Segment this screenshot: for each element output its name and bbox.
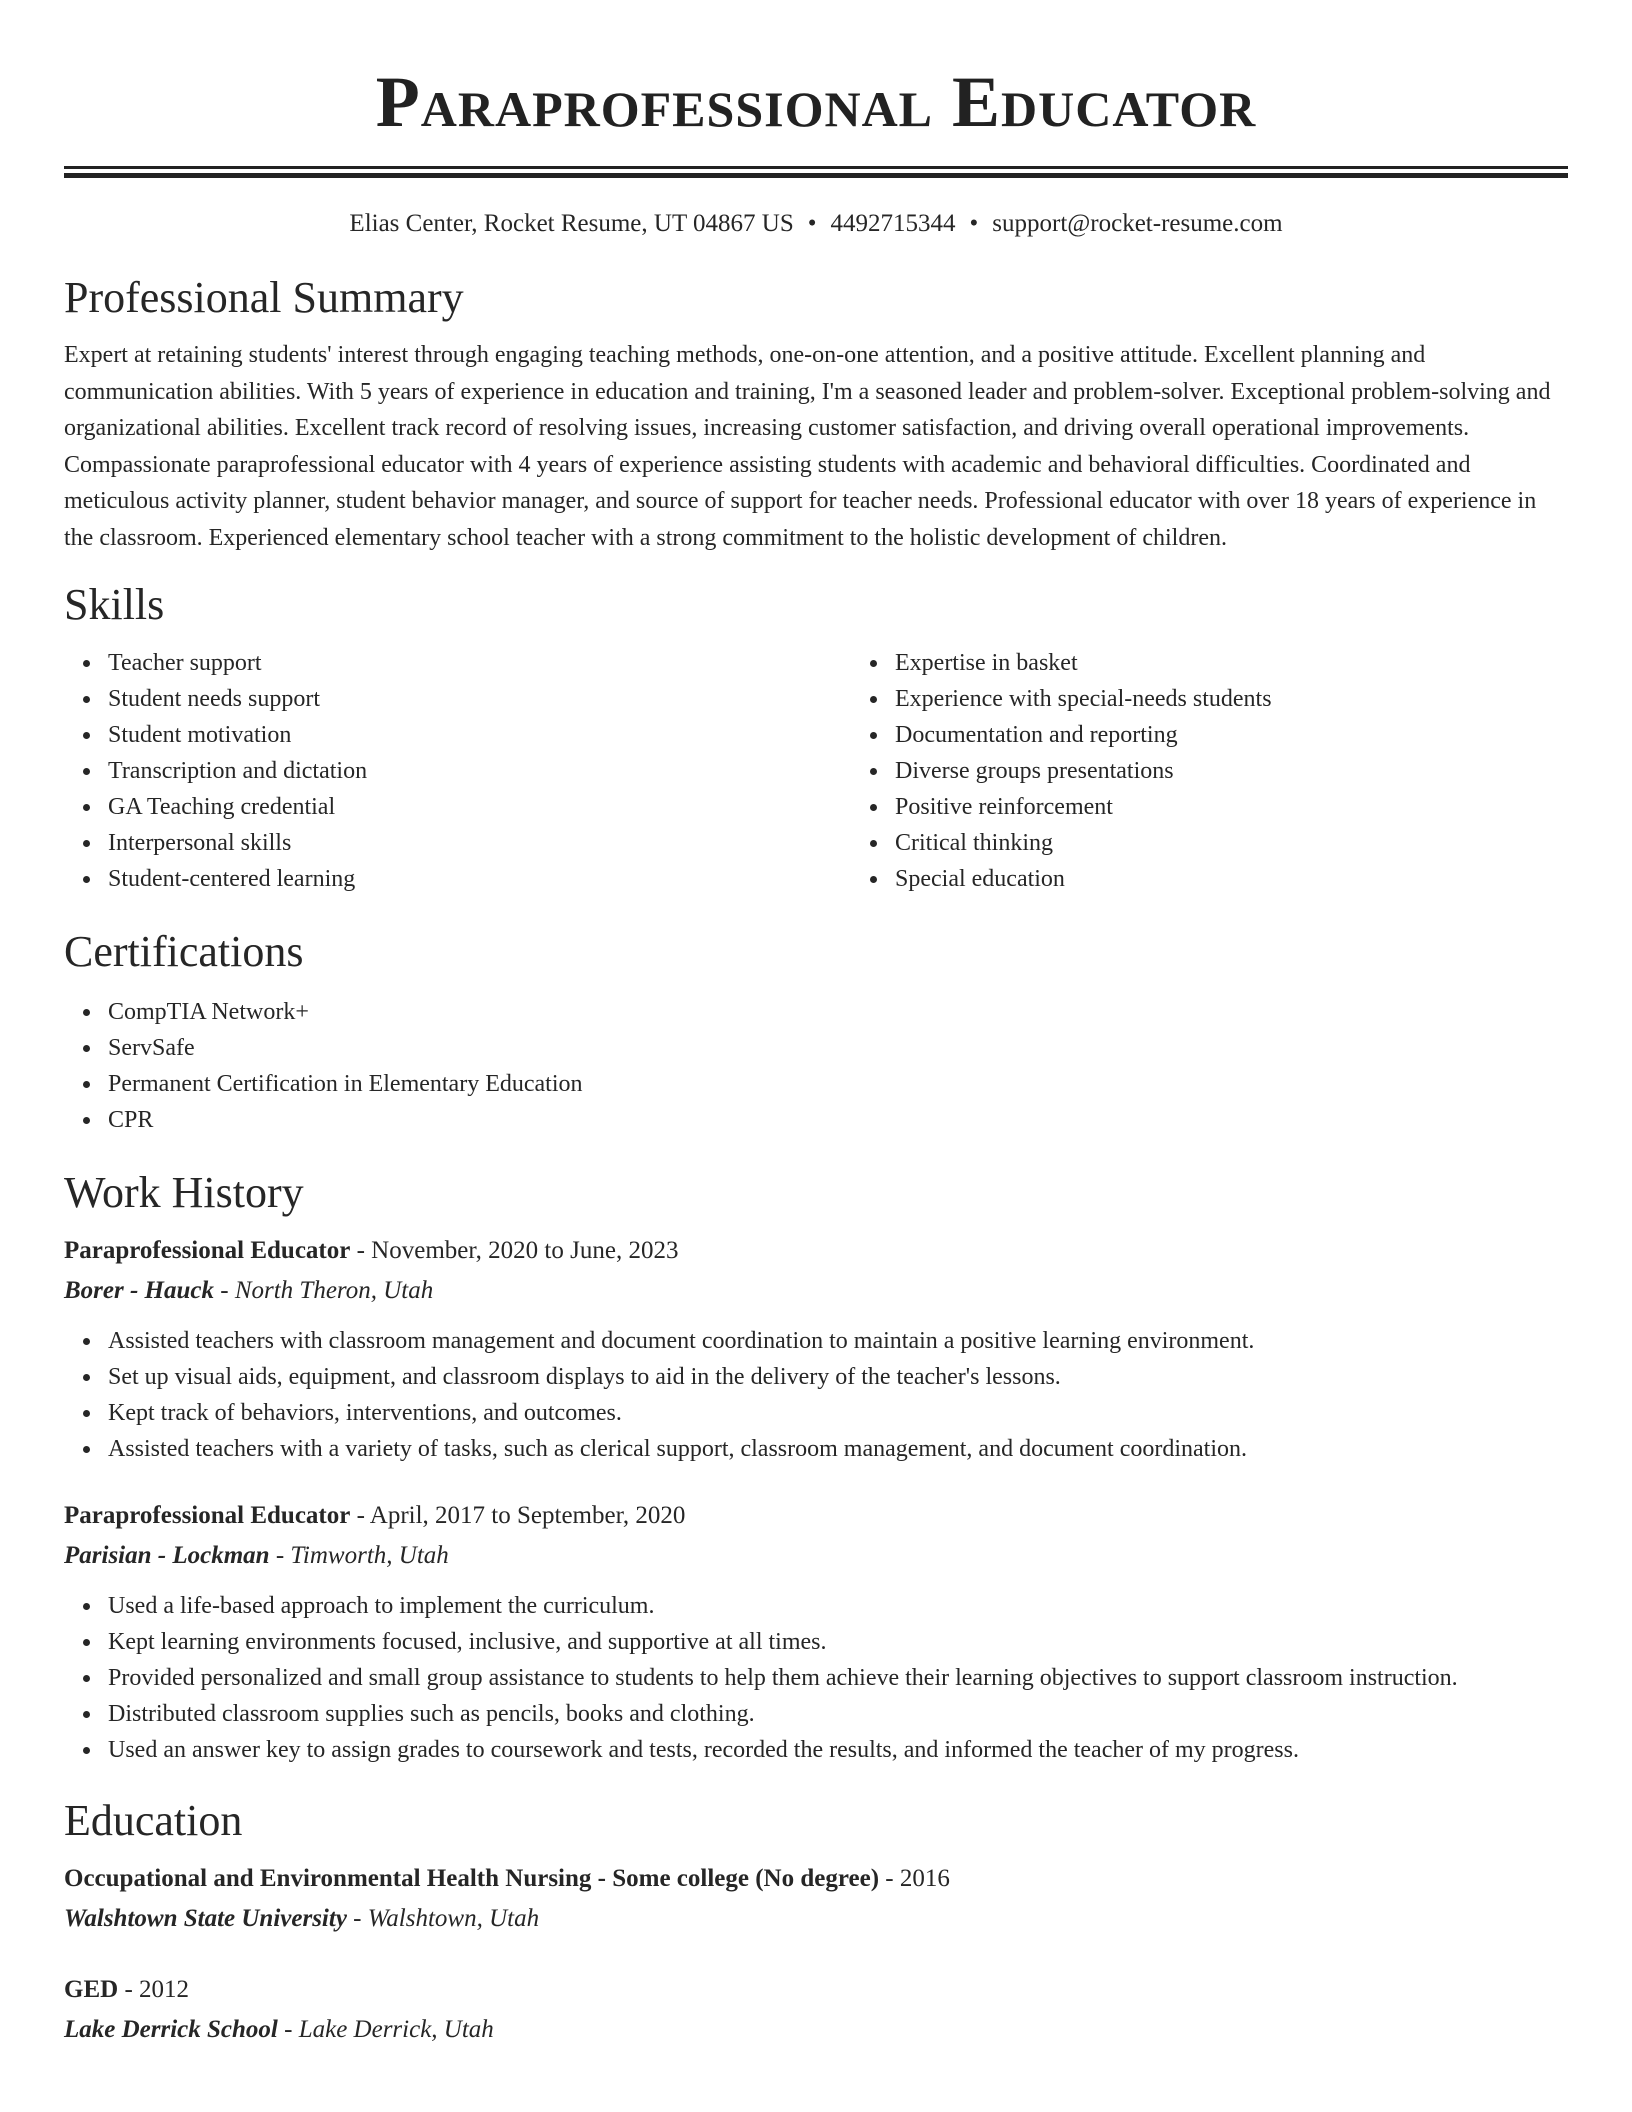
job-company: Parisian - Lockman: [64, 1542, 270, 1569]
skill-item: Transcription and dictation: [108, 753, 851, 789]
skill-item: Student motivation: [108, 717, 851, 753]
certifications-list: [64, 994, 1568, 1138]
job-title: Paraprofessional Educator: [64, 1502, 351, 1529]
job-dates: - April, 2017 to September, 2020: [350, 1502, 686, 1529]
job-company: Borer - Hauck: [64, 1277, 214, 1304]
education-heading: Education: [64, 1796, 243, 1845]
certifications-heading: Certifications: [64, 927, 304, 976]
skills-list-right: [851, 645, 1632, 897]
skill-item: Documentation and reporting: [895, 717, 1632, 753]
title-divider: [64, 166, 1568, 178]
contact-separator: •: [969, 210, 979, 237]
job-title: Paraprofessional Educator: [64, 1237, 351, 1264]
job-duty: Distributed classroom supplies such as pencils, books and clothing.: [108, 1696, 1568, 1732]
skill-item: Special education: [895, 861, 1632, 897]
skill-item: Teacher support: [108, 645, 851, 681]
skills-heading: Skills: [64, 580, 165, 629]
job-location: - North Theron, Utah: [214, 1277, 434, 1304]
education-location: - Lake Derrick, Utah: [277, 2016, 494, 2043]
contact-email: support@rocket-resume.com: [992, 210, 1283, 237]
education-degree: Occupational and Environmental Health Nursing - Some college (No degree): [64, 1865, 880, 1892]
certification-item: CPR: [108, 1102, 1568, 1138]
skill-item: Critical thinking: [895, 825, 1632, 861]
education-year: - 2012: [118, 1976, 190, 2003]
education-degree-line: [64, 1859, 1568, 1899]
job-duty: Kept track of behaviors, interventions, and outcomes.: [108, 1395, 1568, 1431]
skill-item: Student needs support: [108, 681, 851, 717]
certification-item: Permanent Certification in Elementary Education: [108, 1066, 1568, 1102]
job-duty: Assisted teachers with classroom management and document coordination to maintain a positive learning environment.: [108, 1323, 1568, 1359]
education-school-line: [64, 1899, 1568, 1939]
education-school: Walshtown State University: [64, 1905, 347, 1932]
certification-item: ServSafe: [108, 1030, 1568, 1066]
job-duty: Provided personalized and small group assistance to students to help them achieve their learning objectives to support classroom instruction.: [108, 1660, 1568, 1696]
job-duty: Assisted teachers with a variety of tasks, such as clerical support, classroom management, and document coordination.: [108, 1431, 1568, 1467]
job-company-line: [64, 1271, 1568, 1311]
job-company-line: [64, 1536, 1568, 1576]
education-entry: [64, 1970, 1568, 2050]
work-history-heading: Work History: [64, 1168, 304, 1217]
education-year: - 2016: [879, 1865, 950, 1892]
skills-columns: [64, 645, 1568, 897]
job-duties-list: [64, 1323, 1568, 1467]
education-degree-line: [64, 1970, 1568, 2010]
job-location: - Timworth, Utah: [269, 1542, 449, 1569]
job-title-line: [64, 1231, 1568, 1271]
summary-heading: Professional Summary: [64, 273, 464, 322]
education-location: - Walshtown, Utah: [346, 1905, 540, 1932]
job-duties-list: [64, 1588, 1568, 1768]
skills-list-left: [64, 645, 851, 897]
job-duty: Set up visual aids, equipment, and classroom displays to aid in the delivery of the teacher's lessons.: [108, 1359, 1568, 1395]
job-entry: [64, 1231, 1568, 1467]
contact-line: [64, 206, 1568, 242]
education-school-line: [64, 2010, 1568, 2050]
education-entry: [64, 1859, 1568, 1939]
job-duty: Used a life-based approach to implement the curriculum.: [108, 1588, 1568, 1624]
skill-item: Student-centered learning: [108, 861, 851, 897]
skill-item: Positive reinforcement: [895, 789, 1632, 825]
contact-separator: •: [807, 210, 817, 237]
contact-address: Elias Center, Rocket Resume, UT 04867 US: [349, 210, 794, 237]
skill-item: GA Teaching credential: [108, 789, 851, 825]
page-title: Paraprofessional Educator: [375, 62, 1257, 142]
certification-item: CompTIA Network+: [108, 994, 1568, 1030]
summary-text: Expert at retaining students' interest through engaging teaching methods, one-on-one attention, and a positive attitude. Excellent planning and communication abilities. With 5 years of experience in education and training, I'm a seasoned leader and problem-solver. Exceptional problem-solving and organizational abilities. Excellent track record of resolving issues, increasing customer satisfaction, and driving overall operational improvements. Compassionate paraprofessional educator with 4 years of experience assisting students with academic and behavioral difficulties. Coordinated and meticulous activity planner, student behavior manager, and source of support for teacher needs. Professional educator with over 18 years of experience in the classroom. Experienced elementary school teacher with a strong commitment to the holistic development of children.: [64, 342, 1551, 551]
job-title-line: [64, 1496, 1568, 1536]
job-entry: [64, 1496, 1568, 1768]
education-school: Lake Derrick School: [64, 2016, 278, 2043]
job-dates: - November, 2020 to June, 2023: [350, 1237, 679, 1264]
job-duty: Kept learning environments focused, inclusive, and supportive at all times.: [108, 1624, 1568, 1660]
skill-item: Diverse groups presentations: [895, 753, 1632, 789]
education-degree: GED: [64, 1976, 119, 2003]
contact-phone: 4492715344: [830, 210, 956, 237]
skill-item: Expertise in basket: [895, 645, 1632, 681]
job-duty: Used an answer key to assign grades to coursework and tests, recorded the results, and informed the teacher of my progress.: [108, 1732, 1568, 1768]
skill-item: Interpersonal skills: [108, 825, 851, 861]
skill-item: Experience with special-needs students: [895, 681, 1632, 717]
